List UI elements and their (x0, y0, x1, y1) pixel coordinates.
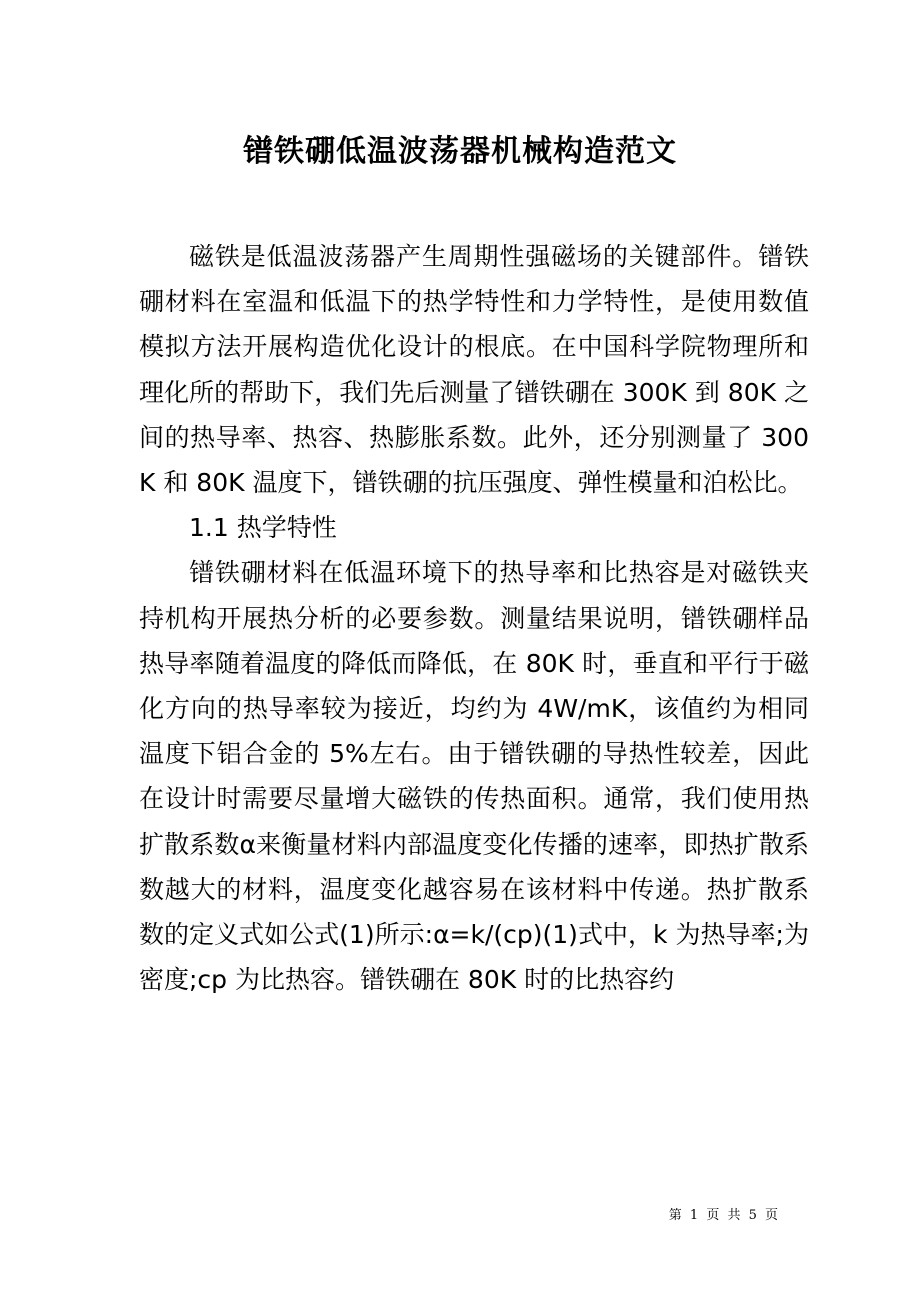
paragraph-thermal: 镨铁硼材料在低温环境下的热导率和比热容是对磁铁夹持机构开展热分析的必要参数。测量结果说明，镨铁硼样品热导率随着温度的降低而降低，在 80K 时，垂直和平行于磁化方向的热导率较为接近，均约为 4W/mK，该值约为相同温度下铝合金的 5%左右。由于镨铁硼的导热性较差，因此在设计时需要尽量增大磁铁的传热面积。通常，我们使用热扩散系数α来衡量材料内部温度变化传播的速率，即热扩散系数越大的材料，温度变化越容易在该材料中传递。热扩散系数的定义式如公式(1)所示:α=k/(cp)(1)式中，k 为热导率;为密度;cp 为比热容。镨铁硼在 80K 时的比热容约 (139, 558, 809, 995)
page-footer: 第 1 页 共 5 页 (668, 1208, 780, 1223)
section-heading-thermal: 1.1 热学特性 (189, 513, 337, 543)
document-title: 镨铁硼低温波荡器机械构造范文 (243, 134, 677, 169)
paragraph-intro: 磁铁是低温波荡器产生周期性强磁场的关键部件。镨铁硼材料在室温和低温下的热学特性和力学特性，是使用数值模拟方法开展构造优化设计的根底。在中国科学院物理所和理化所的帮助下，我们先后测量了镨铁硼在 300K 到 80K 之间的热导率、热容、热膨胀系数。此外，还分别测量了 300K 和 80K 温度下，镨铁硼的抗压强度、弹性模量和泊松比。 (139, 242, 809, 498)
document-body (139, 234, 809, 1002)
